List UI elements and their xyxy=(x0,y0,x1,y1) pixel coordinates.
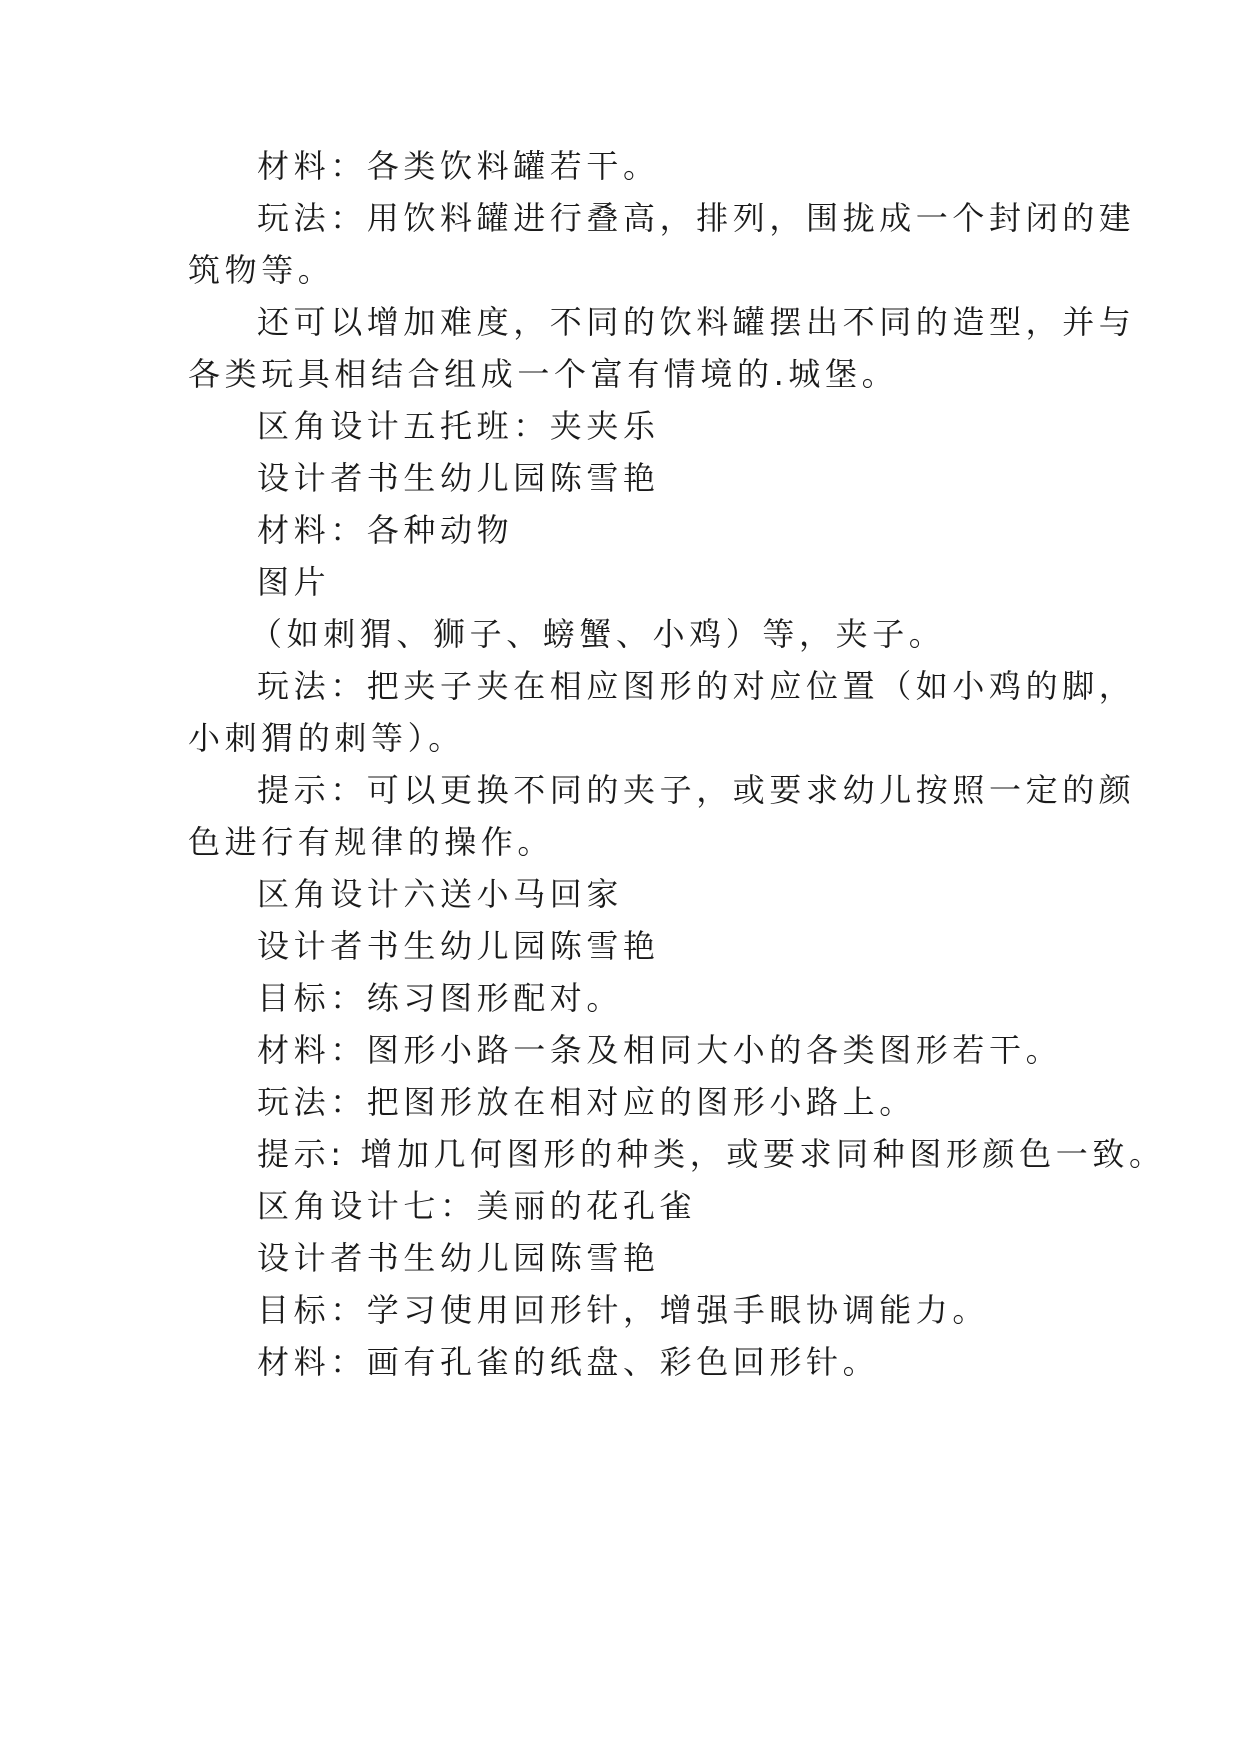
paragraph-line: （如刺猬、狮子、螃蟹、小鸡）等，夹子。 xyxy=(250,615,946,653)
paragraph-line: 各类玩具相结合组成一个富有情境的.城堡。 xyxy=(188,355,899,393)
paragraph-line: 设计者书生幼儿园陈雪艳 xyxy=(257,1239,660,1277)
section-heading: 区角设计五托班：夹夹乐 xyxy=(257,407,660,445)
paragraph-line: 玩法：把图形放在相对应的图形小路上。 xyxy=(257,1083,916,1121)
paragraph-line: 材料：画有孔雀的纸盘、彩色回形针。 xyxy=(257,1343,880,1381)
paragraph-line: 还可以增加难度，不同的饮料罐摆出不同的造型，并与 xyxy=(257,303,1136,341)
paragraph-line: 目标：练习图形配对。 xyxy=(257,979,624,1017)
paragraph-line: 设计者书生幼儿园陈雪艳 xyxy=(257,459,660,497)
paragraph-line: 材料：各种动物 xyxy=(257,511,514,549)
paragraph-line: 色进行有规律的操作。 xyxy=(188,823,555,861)
section-heading: 区角设计七：美丽的花孔雀 xyxy=(257,1187,697,1225)
paragraph-line: 目标：学习使用回形针，增强手眼协调能力。 xyxy=(257,1291,990,1329)
paragraph-line: 筑物等。 xyxy=(188,251,335,289)
paragraph-line: 玩法：把夹子夹在相应图形的对应位置（如小鸡的脚， xyxy=(257,667,1136,705)
paragraph-line: 材料：图形小路一条及相同大小的各类图形若干。 xyxy=(257,1031,1063,1069)
paragraph-line: 设计者书生幼儿园陈雪艳 xyxy=(257,927,660,965)
paragraph-line: 提示：可以更换不同的夹子，或要求幼儿按照一定的颜 xyxy=(257,771,1136,809)
paragraph-line: 提示: 增加几何图形的种类，或要求同种图形颜色一致。 xyxy=(257,1135,1166,1173)
section-heading: 区角设计六送小马回家 xyxy=(257,875,624,913)
paragraph-line: 材料：各类饮料罐若干。 xyxy=(257,147,660,185)
paragraph-line: 小刺猬的刺等）。 xyxy=(188,719,465,757)
paragraph-line: 图片 xyxy=(257,563,331,601)
paragraph-line: 玩法：用饮料罐进行叠高，排列，围拢成一个封闭的建 xyxy=(257,199,1136,237)
